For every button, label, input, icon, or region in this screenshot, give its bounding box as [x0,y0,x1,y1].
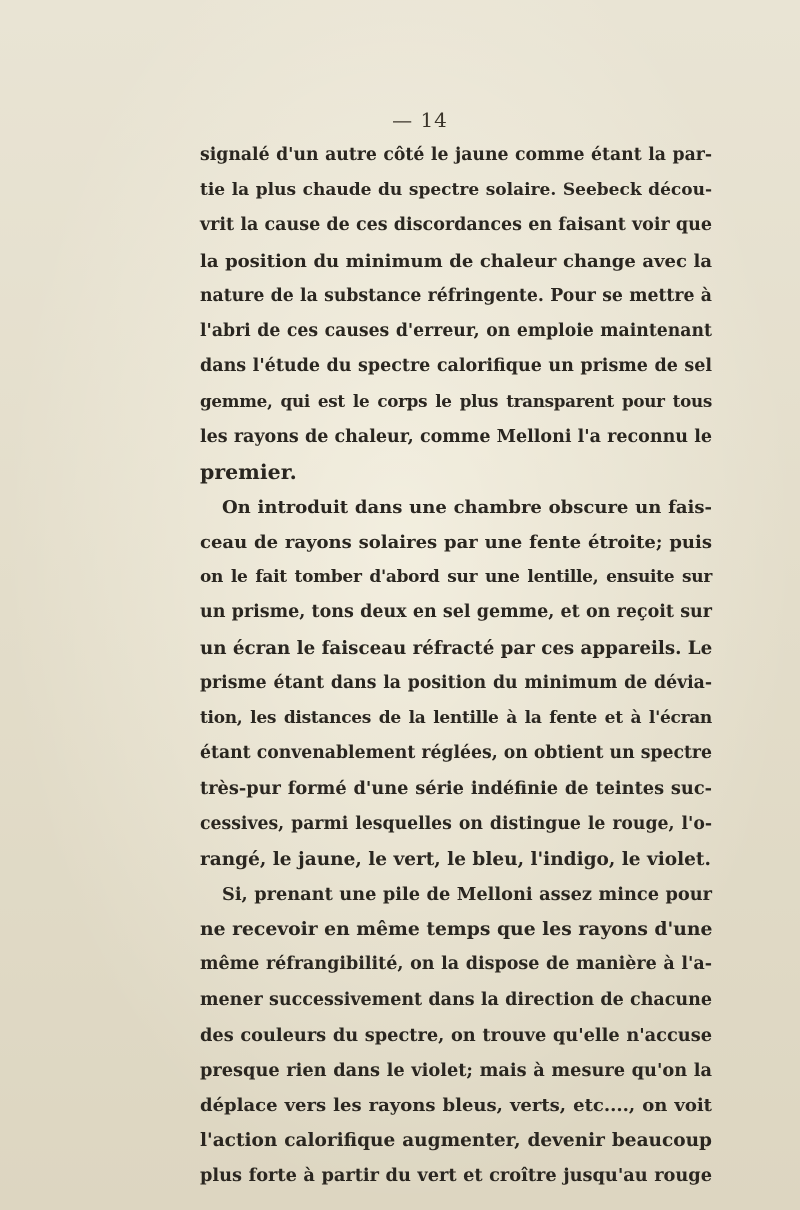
text-line: mener successivement dans la direction de chacune [200,989,712,1010]
text-line: on le fait tomber d'abord sur une lentille, ensuite sur [200,567,712,588]
text-line: ne recevoir en même temps que les rayons d'une [200,918,713,941]
text-line: un écran le faisceau réfracté par ces appareils. Le [200,637,713,659]
text-line: tion, les distances de la lentille à la fente et à l'écran [200,708,712,728]
paragraph-end-line: premier. [200,459,297,484]
page-number: — 14 [392,108,448,132]
text-line: nature de la substance réfringente. Pour se mettre à [200,285,712,306]
text-line: cessives, parmi lesquelles on distingue le rouge, l'o- [200,813,712,834]
text-line: étant convenablement réglées, on obtient un spectre [200,743,712,764]
text-line: signalé d'un autre côté le jaune comme étant la par- [200,145,712,165]
text-line: vrit la cause de ces discordances en faisant voir que [200,215,712,236]
paragraph-start-line: On introduit dans une chambre obscure un fais- [222,496,712,518]
text-line: tie la plus chaude du spectre solaire. Seebeck décou- [200,180,712,201]
text-line: même réfrangibilité, on la dispose de manière à l'a- [200,954,712,975]
text-line: l'abri de ces causes d'erreur, on emploie maintenant [200,320,712,341]
text-line: la position du minimum de chaleur change avec la [200,250,712,272]
text-line: déplace vers les rayons bleus, verts, etc...., on voit [200,1095,712,1117]
paragraph-start-line: Si, prenant une pile de Melloni assez mince pour [222,883,712,905]
text-line: prisme étant dans la position du minimum de dévia- [200,672,712,693]
text-line: presque rien dans le violet; mais à mesure qu'on la [200,1059,712,1081]
text-line: dans l'étude du spectre calorifique un prisme de sel [200,356,712,377]
text-line: très-pur formé d'une série indéfinie de teintes suc- [200,778,712,800]
text-line: un prisme, tons deux en sel gemme, et on reçoit sur [200,602,712,623]
text-line: les rayons de chaleur, comme Melloni l'a reconnu le [200,426,712,447]
text-line: l'action calorifique augmenter, devenir beaucoup [200,1130,712,1152]
text-line: des couleurs du spectre, on trouve qu'elle n'accuse [200,1024,712,1046]
text-line: gemme, qui est le corps le plus transparent pour tous [200,391,712,412]
text-line: plus forte à partir du vert et croître jusqu'au rouge [200,1165,712,1187]
paragraph-end-line: rangé, le jaune, le vert, le bleu, l'indigo, le violet. [200,848,711,870]
text-line: ceau de rayons solaires par une fente étroite; puis [200,532,712,554]
body-text [200,138,712,1194]
